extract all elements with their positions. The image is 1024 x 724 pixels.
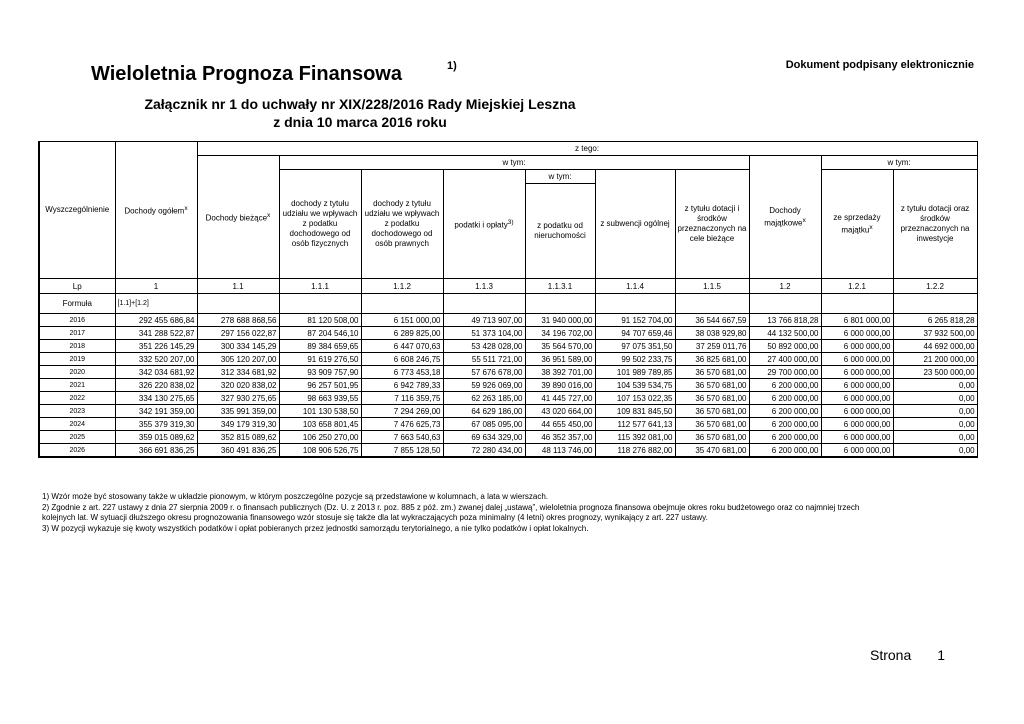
value-cell: 0,00: [893, 418, 977, 431]
header-dotacji-inwest: z tytułu dotacji oraz środków przeznaczonych na inwestycje: [893, 170, 977, 279]
value-cell: 104 539 534,75: [595, 379, 675, 392]
value-cell: 34 196 702,00: [525, 327, 595, 340]
value-cell: 53 428 028,00: [443, 340, 525, 353]
resolution-subtitle: Załącznik nr 1 do uchwały nr XIX/228/2016 Rady Miejskiej Leszna: [144, 96, 576, 112]
value-cell: 305 120 207,00: [197, 353, 279, 366]
table-row: [39, 366, 977, 379]
value-cell: 112 577 641,13: [595, 418, 675, 431]
value-cell: 349 179 319,30: [197, 418, 279, 431]
year-cell: 2025: [39, 431, 115, 444]
value-cell: 359 015 089,62: [115, 431, 197, 444]
value-cell: 366 691 836,25: [115, 444, 197, 458]
value-cell: 37 932 500,00: [893, 327, 977, 340]
year-cell: 2023: [39, 405, 115, 418]
value-cell: 44 655 450,00: [525, 418, 595, 431]
value-cell: 6 200 000,00: [749, 379, 821, 392]
header-podatki: podatki i opłaty$^{3)}$: [443, 170, 525, 279]
value-cell: 118 276 882,00: [595, 444, 675, 458]
value-cell: 351 226 145,29: [115, 340, 197, 353]
value-cell: 29 700 000,00: [749, 366, 821, 379]
year-cell: 2016: [39, 314, 115, 327]
year-cell: 2022: [39, 392, 115, 405]
value-cell: 0,00: [893, 431, 977, 444]
value-cell: 35 564 570,00: [525, 340, 595, 353]
forecast-table: [38, 141, 978, 458]
value-cell: 36 570 681,00: [675, 379, 749, 392]
lp-number: 1.1.3.1: [525, 279, 595, 294]
value-cell: 115 392 081,00: [595, 431, 675, 444]
value-cell: 7 116 359,75: [361, 392, 443, 405]
value-cell: 89 384 659,65: [279, 340, 361, 353]
value-cell: 6 200 000,00: [749, 405, 821, 418]
header-w-tym-podatki: w tym:: [525, 170, 595, 184]
header-dochody-biezace: Dochody bieżące$^x$: [197, 156, 279, 279]
table-row: [39, 379, 977, 392]
value-cell: 109 831 845,50: [595, 405, 675, 418]
value-cell: 6 000 000,00: [821, 327, 893, 340]
value-cell: 67 085 095,00: [443, 418, 525, 431]
table-row: [39, 340, 977, 353]
header-w-tym-majatkowe: w tym:: [821, 156, 977, 170]
table-row: [39, 431, 977, 444]
value-cell: 98 663 939,55: [279, 392, 361, 405]
footnotes: [42, 492, 942, 534]
value-cell: 37 259 011,76: [675, 340, 749, 353]
year-cell: 2024: [39, 418, 115, 431]
value-cell: 0,00: [893, 444, 977, 458]
table-row: [39, 392, 977, 405]
value-cell: 7 294 269,00: [361, 405, 443, 418]
header-sprzedazy: ze sprzedaży majątku$^x$: [821, 170, 893, 279]
year-cell: 2026: [39, 444, 115, 458]
value-cell: 96 257 501,95: [279, 379, 361, 392]
header-pit: dochody z tytułu udziału we wpływach z podatku dochodowego od osób fizycznych: [279, 170, 361, 279]
lp-number: 1.1.4: [595, 279, 675, 294]
value-cell: 50 892 000,00: [749, 340, 821, 353]
year-cell: 2018: [39, 340, 115, 353]
lp-number: 1.1.3: [443, 279, 525, 294]
table-row: [39, 353, 977, 366]
year-cell: 2021: [39, 379, 115, 392]
value-cell: 326 220 838,02: [115, 379, 197, 392]
value-cell: 55 511 721,00: [443, 353, 525, 366]
formula-row: [39, 294, 977, 314]
formula-label: Formuła: [39, 294, 115, 314]
value-cell: 320 020 838,02: [197, 379, 279, 392]
value-cell: 355 379 319,30: [115, 418, 197, 431]
value-cell: 278 688 868,56: [197, 314, 279, 327]
lp-number: 1.2.2: [893, 279, 977, 294]
value-cell: 36 570 681,00: [675, 431, 749, 444]
table-row: [39, 418, 977, 431]
footnote-2-cont: kolejnych lat. W sytuacji dłuższego okresu prognozowania finansowego wzór stosuje się także dla lat wykraczających poza minimalny (4 letni) okres prognozy, wynikający z art. 227 ustawy.: [42, 513, 708, 522]
value-cell: 93 909 757,90: [279, 366, 361, 379]
value-cell: 38 392 701,00: [525, 366, 595, 379]
header-cit: dochody z tytułu udziału we wpływach z podatku dochodowego od osób prawnych: [361, 170, 443, 279]
table-row: [39, 314, 977, 327]
value-cell: 6 000 000,00: [821, 366, 893, 379]
value-cell: 62 263 185,00: [443, 392, 525, 405]
value-cell: 6 200 000,00: [749, 392, 821, 405]
value-cell: 13 766 818,28: [749, 314, 821, 327]
value-cell: 36 570 681,00: [675, 392, 749, 405]
value-cell: 97 075 351,50: [595, 340, 675, 353]
value-cell: 51 373 104,00: [443, 327, 525, 340]
lp-number: 1.1.2: [361, 279, 443, 294]
value-cell: 312 334 681,92: [197, 366, 279, 379]
formula-value: [1.1]+[1.2]: [115, 294, 197, 314]
value-cell: 69 634 329,00: [443, 431, 525, 444]
value-cell: 6 000 000,00: [821, 353, 893, 366]
value-cell: 23 500 000,00: [893, 366, 977, 379]
value-cell: 6 773 453,18: [361, 366, 443, 379]
value-cell: 107 153 022,35: [595, 392, 675, 405]
header-wyszczegolnienie: Wyszczególnienie: [39, 142, 115, 279]
value-cell: 6 801 000,00: [821, 314, 893, 327]
value-cell: 46 352 357,00: [525, 431, 595, 444]
value-cell: 6 000 000,00: [821, 392, 893, 405]
page-number: Strona 1: [870, 647, 946, 663]
value-cell: 332 520 207,00: [115, 353, 197, 366]
value-cell: 6 151 000,00: [361, 314, 443, 327]
header-dochody-ogolem: Dochody ogółem$^x$: [115, 142, 197, 279]
header-z-tego: z tego:: [197, 142, 977, 156]
value-cell: 341 288 522,87: [115, 327, 197, 340]
value-cell: 7 855 128,50: [361, 444, 443, 458]
value-cell: 35 470 681,00: [675, 444, 749, 458]
value-cell: 43 020 664,00: [525, 405, 595, 418]
year-cell: 2017: [39, 327, 115, 340]
value-cell: 7 663 540,63: [361, 431, 443, 444]
value-cell: 41 445 727,00: [525, 392, 595, 405]
value-cell: 6 200 000,00: [749, 444, 821, 458]
footnote-marker: 1): [447, 60, 457, 72]
value-cell: 342 034 681,92: [115, 366, 197, 379]
value-cell: 6 200 000,00: [749, 431, 821, 444]
value-cell: 352 815 089,62: [197, 431, 279, 444]
footnote-2: 2) Zgodnie z art. 227 ustawy z dnia 27 sierpnia 2009 r. o finansach publicznych (Dz. U. z 2013 r. poz. 885 z póź. zm.) zwanej dalej „ustawą”, wieloletnia prognoza finansowa obejmuje okres roku budżetowego oraz co najmniej trzech: [42, 502, 860, 512]
value-cell: 6 200 000,00: [749, 418, 821, 431]
value-cell: 7 476 625,73: [361, 418, 443, 431]
header-w-tym-biezace: w tym:: [279, 156, 749, 170]
value-cell: 31 940 000,00: [525, 314, 595, 327]
value-cell: 6 265 818,28: [893, 314, 977, 327]
value-cell: 49 713 907,00: [443, 314, 525, 327]
value-cell: 36 544 667,59: [675, 314, 749, 327]
value-cell: 99 502 233,75: [595, 353, 675, 366]
value-cell: 59 926 069,00: [443, 379, 525, 392]
table-row: [39, 327, 977, 340]
lp-number: 1.1: [197, 279, 279, 294]
table-row: [39, 405, 977, 418]
document-title: Wieloletnia Prognoza Finansowa: [91, 63, 402, 85]
value-cell: 292 455 686,84: [115, 314, 197, 327]
value-cell: 39 890 016,00: [525, 379, 595, 392]
value-cell: 91 619 276,50: [279, 353, 361, 366]
value-cell: 103 658 801,45: [279, 418, 361, 431]
value-cell: 6 000 000,00: [821, 340, 893, 353]
header-subwencji: z subwencji ogólnej: [595, 170, 675, 279]
value-cell: 57 676 678,00: [443, 366, 525, 379]
lp-number: 1.1.5: [675, 279, 749, 294]
value-cell: 101 130 538,50: [279, 405, 361, 418]
value-cell: 21 200 000,00: [893, 353, 977, 366]
value-cell: 342 191 359,00: [115, 405, 197, 418]
footnote-3: 3) W pozycji wykazuje się kwoty wszystkich podatków i opłat pobieranych przez jednostki samorządu terytorialnego, a nie tylko podatków i opłat lokalnych.: [42, 523, 589, 533]
value-cell: 27 400 000,00: [749, 353, 821, 366]
value-cell: 91 152 704,00: [595, 314, 675, 327]
value-cell: 101 989 789,85: [595, 366, 675, 379]
header-dochody-majatkowe: Dochody majątkowe$^x$: [749, 156, 821, 279]
value-cell: 6 000 000,00: [821, 444, 893, 458]
value-cell: 108 906 526,75: [279, 444, 361, 458]
value-cell: 300 334 145,29: [197, 340, 279, 353]
value-cell: 94 707 659,46: [595, 327, 675, 340]
value-cell: 0,00: [893, 379, 977, 392]
value-cell: 6 000 000,00: [821, 431, 893, 444]
value-cell: 6 447 070,63: [361, 340, 443, 353]
lp-number: 1.1.1: [279, 279, 361, 294]
value-cell: 6 000 000,00: [821, 379, 893, 392]
header-nieruchomosci: z podatku od nieruchomości: [525, 184, 595, 279]
value-cell: 36 570 681,00: [675, 418, 749, 431]
footnote-1: 1) Wzór może być stosowany także w układzie pionowym, w którym poszczególne pozycje są przedstawione w kolumnach, a lata w wierszach.: [42, 492, 548, 501]
value-cell: 6 289 825,00: [361, 327, 443, 340]
signed-notice: Dokument podpisany elektronicznie: [785, 59, 974, 71]
value-cell: 335 991 359,00: [197, 405, 279, 418]
value-cell: 36 951 589,00: [525, 353, 595, 366]
value-cell: 36 570 681,00: [675, 405, 749, 418]
value-cell: 334 130 275,65: [115, 392, 197, 405]
value-cell: 38 038 929,80: [675, 327, 749, 340]
value-cell: 327 930 275,65: [197, 392, 279, 405]
value-cell: 6 000 000,00: [821, 405, 893, 418]
value-cell: 81 120 508,00: [279, 314, 361, 327]
resolution-date: z dnia 10 marca 2016 roku: [273, 114, 447, 130]
value-cell: 72 280 434,00: [443, 444, 525, 458]
lp-label: Lp: [39, 279, 115, 294]
value-cell: 360 491 836,25: [197, 444, 279, 458]
lp-number: 1.2.1: [821, 279, 893, 294]
table-row: [39, 444, 977, 458]
value-cell: 6 942 789,33: [361, 379, 443, 392]
value-cell: 36 825 681,00: [675, 353, 749, 366]
value-cell: 36 570 681,00: [675, 366, 749, 379]
value-cell: 44 692 000,00: [893, 340, 977, 353]
header-dotacji-biezace: z tytułu dotacji i środków przeznaczonych na cele bieżące: [675, 170, 749, 279]
value-cell: 44 132 500,00: [749, 327, 821, 340]
lp-number: 1.2: [749, 279, 821, 294]
value-cell: 0,00: [893, 392, 977, 405]
value-cell: 87 204 546,10: [279, 327, 361, 340]
lp-row: [39, 279, 977, 294]
value-cell: 297 156 022,87: [197, 327, 279, 340]
value-cell: 64 629 186,00: [443, 405, 525, 418]
value-cell: 48 113 746,00: [525, 444, 595, 458]
value-cell: 6 608 246,75: [361, 353, 443, 366]
value-cell: 0,00: [893, 405, 977, 418]
value-cell: 106 250 270,00: [279, 431, 361, 444]
year-cell: 2020: [39, 366, 115, 379]
value-cell: 6 000 000,00: [821, 418, 893, 431]
lp-number: 1: [115, 279, 197, 294]
year-cell: 2019: [39, 353, 115, 366]
